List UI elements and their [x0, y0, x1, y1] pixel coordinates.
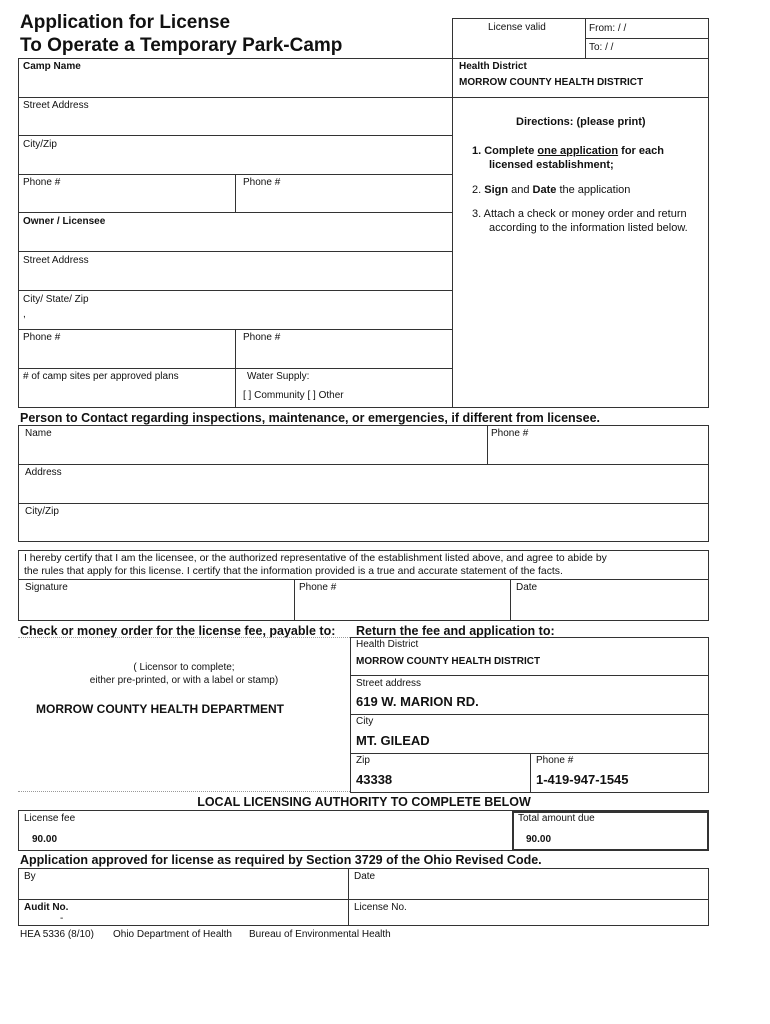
payee-name: MORROW COUNTY HEALTH DEPARTMENT — [36, 702, 284, 716]
return-street-label: Street address — [356, 678, 422, 689]
approval-date-field[interactable]: Date — [354, 871, 376, 882]
licensor-note-line2: either pre-printed, or with a label or stamp) — [89, 675, 279, 686]
total-due-value[interactable]: 90.00 — [526, 834, 552, 845]
audit-number-field[interactable]: Audit No. — [24, 902, 69, 913]
license-from-field[interactable]: From: / / — [589, 23, 627, 34]
contact-address-field[interactable]: Address — [25, 467, 62, 478]
license-to-field[interactable]: To: / / — [589, 42, 614, 53]
form-number: HEA 5336 (8/10) — [20, 929, 94, 940]
audit-mark: - — [60, 913, 64, 924]
owner-city-comma: , — [23, 309, 26, 320]
camp-phone-field-1[interactable]: Phone # — [23, 177, 61, 188]
license-number-field[interactable]: License No. — [354, 902, 407, 913]
direction-item-3-line2: according to the information listed below. — [489, 222, 688, 234]
approval-heading: Application approved for license as required by Section 3729 of the Ohio Revised Code. — [20, 853, 542, 867]
water-supply-options[interactable]: [ ] Community [ ] Other — [243, 390, 344, 401]
owner-phone-field-2[interactable]: Phone # — [243, 332, 281, 343]
contact-city-zip-field[interactable]: City/Zip — [25, 506, 59, 517]
direction-item-3: 3. Attach a check or money order and return — [472, 208, 687, 220]
license-fee-value[interactable]: 90.00 — [32, 834, 58, 845]
camp-name-field[interactable]: Camp Name — [23, 61, 81, 72]
camp-street-address-field[interactable]: Street Address — [23, 100, 89, 111]
camp-city-zip-field[interactable]: City/Zip — [23, 139, 57, 150]
contact-phone-field[interactable]: Phone # — [491, 428, 529, 439]
direction-item-2: 2. Sign and Date the application — [472, 184, 631, 196]
form-title-line1: Application for License — [20, 12, 231, 33]
return-heading: Return the fee and application to: — [356, 624, 555, 638]
approved-by-field[interactable]: By — [24, 871, 36, 882]
license-valid-label: License valid — [488, 22, 546, 33]
direction-item-1: 1. Complete one application for each — [472, 145, 664, 157]
owner-licensee-field[interactable]: Owner / Licensee — [23, 216, 106, 227]
return-city-value: MT. GILEAD — [356, 733, 430, 748]
certification-date-field[interactable]: Date — [516, 582, 538, 593]
form-title-line2: To Operate a Temporary Park-Camp — [20, 35, 343, 56]
return-street-value: 619 W. MARION RD. — [356, 694, 479, 709]
licensor-note-line1: ( Licensor to complete; — [133, 662, 235, 673]
return-phone-label: Phone # — [536, 755, 574, 766]
directions-heading: Directions: (please print) — [516, 116, 646, 128]
camp-sites-field[interactable]: # of camp sites per approved plans — [23, 371, 179, 382]
water-supply-label: Water Supply: — [247, 371, 310, 382]
certification-text-line1: I hereby certify that I am the licensee, or the authorized representative of the establishment listed above, and agree to abide by — [24, 553, 607, 564]
license-fee-label: License fee — [24, 813, 76, 824]
camp-phone-field-2[interactable]: Phone # — [243, 177, 281, 188]
department-name: Ohio Department of Health — [113, 929, 232, 940]
health-district-value: MORROW COUNTY HEALTH DISTRICT — [459, 77, 644, 88]
contact-name-field[interactable]: Name — [25, 428, 52, 439]
return-zip-label: Zip — [356, 755, 370, 766]
total-due-label: Total amount due — [518, 813, 595, 824]
health-district-label: Health District — [459, 61, 527, 72]
signature-field[interactable]: Signature — [25, 582, 68, 593]
return-health-district-value: MORROW COUNTY HEALTH DISTRICT — [356, 656, 541, 667]
return-health-district-label: Health District — [356, 639, 419, 650]
local-authority-heading: LOCAL LICENSING AUTHORITY TO COMPLETE BELOW — [197, 795, 531, 809]
return-zip-value: 43338 — [356, 772, 393, 787]
return-city-label: City — [356, 716, 374, 727]
bureau-name: Bureau of Environmental Health — [249, 929, 391, 940]
payment-heading: Check or money order for the license fee, payable to: — [20, 624, 336, 638]
owner-phone-field-1[interactable]: Phone # — [23, 332, 61, 343]
certification-phone-field[interactable]: Phone # — [299, 582, 337, 593]
contact-heading: Person to Contact regarding inspections, maintenance, or emergencies, if different from licensee. — [20, 411, 601, 425]
direction-item-1-line2: licensed establishment; — [489, 159, 614, 171]
return-phone-value: 1-419-947-1545 — [536, 772, 629, 787]
owner-street-address-field[interactable]: Street Address — [23, 255, 89, 266]
certification-text-line2: the rules that apply for this license. I certify that the information provided is a true and accurate statement of the facts. — [24, 566, 563, 577]
contact-section — [18, 425, 709, 542]
owner-city-state-zip-field[interactable]: City/ State/ Zip — [23, 294, 89, 305]
